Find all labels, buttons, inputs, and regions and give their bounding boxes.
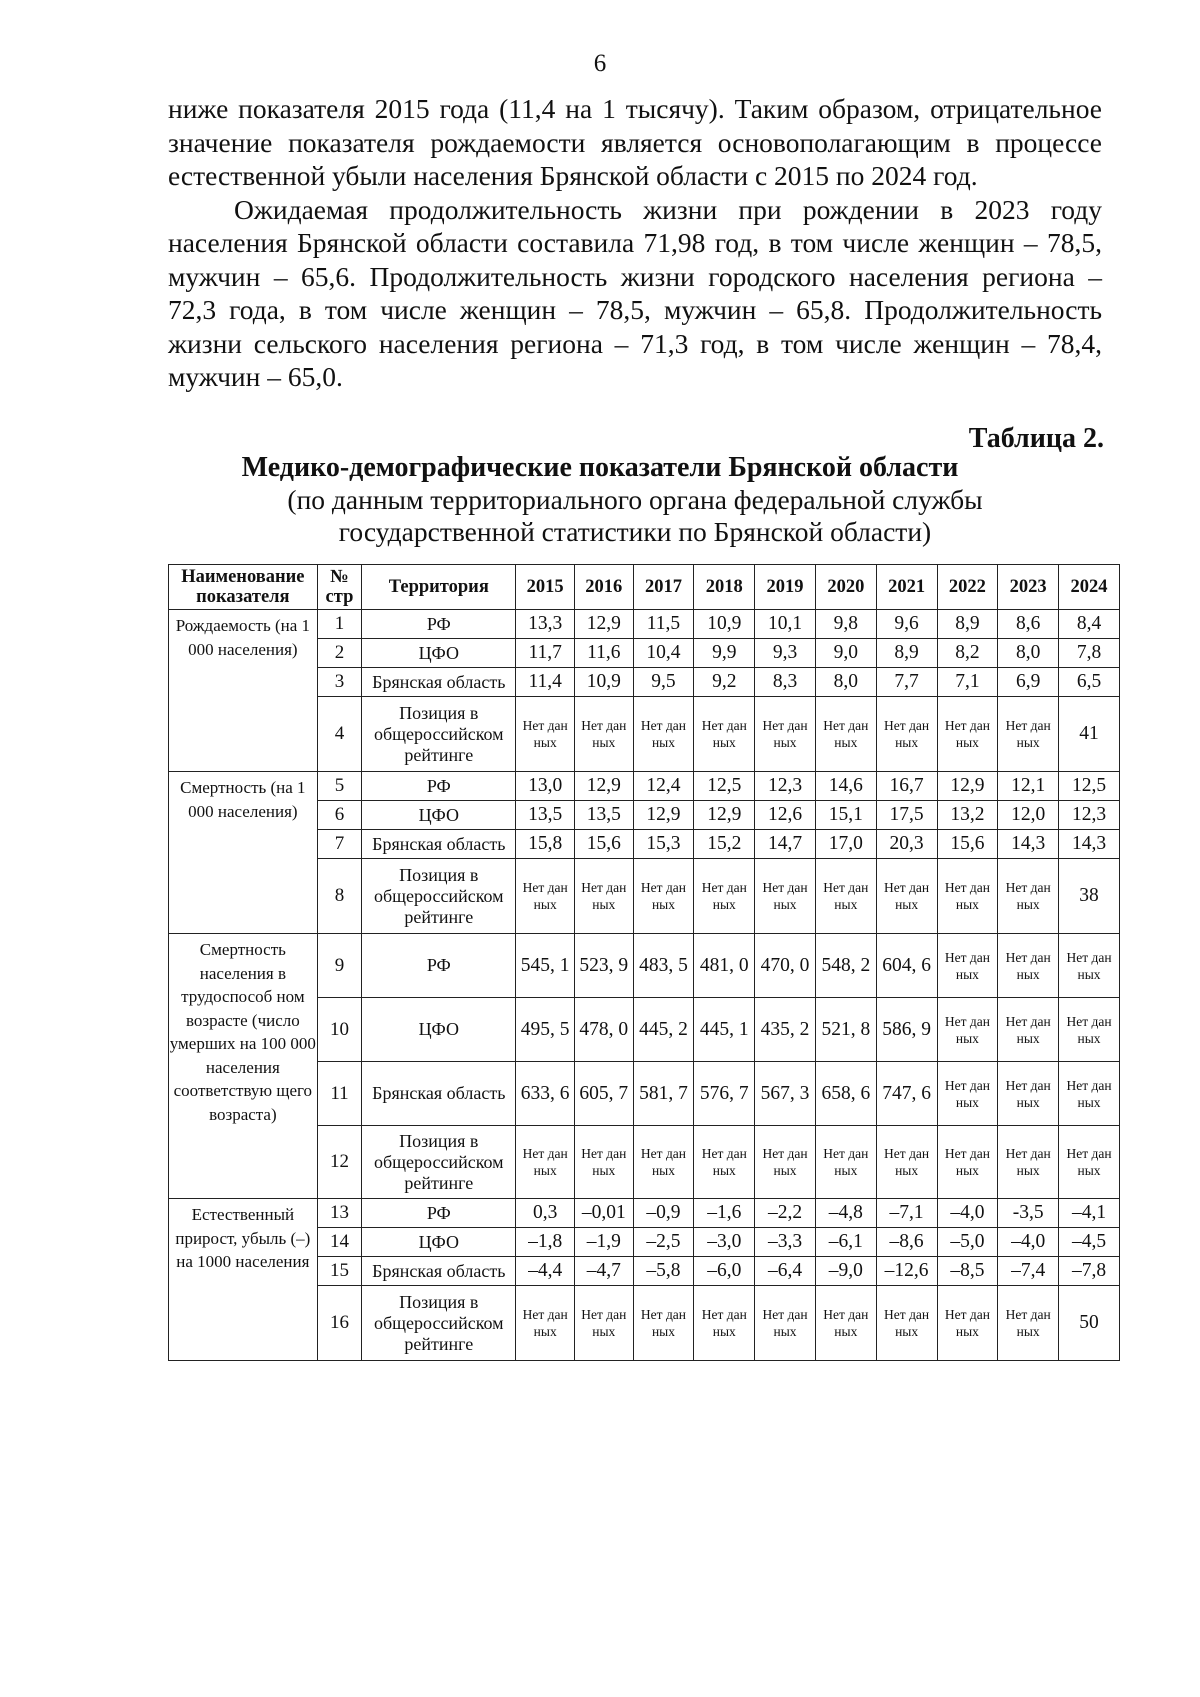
value-cell: 445, 2: [633, 998, 694, 1062]
value-cell: Нет дан ных: [694, 1286, 755, 1361]
value-cell: 12,9: [937, 772, 998, 801]
value-cell: 9,0: [815, 639, 876, 668]
row-number-cell: 3: [317, 668, 362, 697]
value-cell: –4,8: [815, 1199, 876, 1228]
value-cell: 14,3: [1059, 830, 1120, 859]
header-year: 2016: [574, 565, 633, 610]
row-number-cell: 6: [317, 801, 362, 830]
value-cell: –9,0: [815, 1257, 876, 1286]
value-cell: Нет дан ных: [574, 1286, 633, 1361]
value-cell: 11,7: [516, 639, 575, 668]
value-cell: Нет дан ных: [937, 1126, 998, 1199]
value-cell: 581, 7: [633, 1062, 694, 1126]
value-cell: 12,3: [755, 772, 816, 801]
value-cell: Нет дан ных: [998, 1126, 1059, 1199]
value-cell: –4,4: [516, 1257, 575, 1286]
paragraph-1: ниже показателя 2015 года (11,4 на 1 тысячу). Таким образом, отрицательное значение показателя рождаемости является основополагающим в процессе естественной убыли населения Брянской области с 2015 по 2024 год.: [168, 93, 1102, 191]
territory-cell: ЦФО: [362, 1228, 516, 1257]
value-cell: Нет дан ных: [574, 697, 633, 772]
value-cell: 13,0: [516, 772, 575, 801]
value-cell: Нет дан ных: [1059, 934, 1120, 998]
value-cell: Нет дан ных: [815, 697, 876, 772]
row-number-cell: 8: [317, 859, 362, 934]
header-territory: Территория: [362, 565, 516, 610]
value-cell: 17,5: [876, 801, 937, 830]
value-cell: 16,7: [876, 772, 937, 801]
value-cell: 545, 1: [516, 934, 575, 998]
value-cell: 12,0: [998, 801, 1059, 830]
table-title: Медико-демографические показатели Брянской области: [241, 452, 959, 483]
row-number-cell: 1: [317, 610, 362, 639]
value-cell: –7,1: [876, 1199, 937, 1228]
value-cell: Нет дан ных: [694, 1126, 755, 1199]
indicator-cell: Рождаемость (на 1 000 населения): [169, 610, 318, 772]
value-cell: 15,1: [815, 801, 876, 830]
value-cell: Нет дан ных: [755, 1286, 816, 1361]
value-cell: Нет дан ных: [633, 1286, 694, 1361]
value-cell: 20,3: [876, 830, 937, 859]
table-row: [169, 1199, 1120, 1228]
value-cell: 14,7: [755, 830, 816, 859]
value-cell: Нет дан ных: [998, 697, 1059, 772]
territory-cell: Позиция в общероссийском рейтинге: [362, 697, 516, 772]
value-cell: 14,3: [998, 830, 1059, 859]
value-cell: Нет дан ных: [937, 934, 998, 998]
value-cell: 8,9: [937, 610, 998, 639]
value-cell: Нет дан ных: [937, 998, 998, 1062]
value-cell: Нет дан ных: [694, 697, 755, 772]
header-year: 2022: [937, 565, 998, 610]
indicator-cell: Смертность населения в трудоспособ ном возрасте (число умерших на 100 000 населения соответствую щего возраста): [169, 934, 318, 1199]
value-cell: Нет дан ных: [937, 697, 998, 772]
value-cell: 50: [1059, 1286, 1120, 1361]
territory-cell: ЦФО: [362, 639, 516, 668]
value-cell: 576, 7: [694, 1062, 755, 1126]
value-cell: 9,8: [815, 610, 876, 639]
value-cell: 13,5: [516, 801, 575, 830]
value-cell: 11,6: [574, 639, 633, 668]
header-year: 2023: [998, 565, 1059, 610]
territory-cell: РФ: [362, 934, 516, 998]
value-cell: 567, 3: [755, 1062, 816, 1126]
row-number-cell: 12: [317, 1126, 362, 1199]
value-cell: Нет дан ных: [516, 697, 575, 772]
value-cell: Нет дан ных: [755, 859, 816, 934]
value-cell: 9,3: [755, 639, 816, 668]
value-cell: 41: [1059, 697, 1120, 772]
value-cell: –7,4: [998, 1257, 1059, 1286]
value-cell: 6,5: [1059, 668, 1120, 697]
value-cell: 12,6: [755, 801, 816, 830]
value-cell: 445, 1: [694, 998, 755, 1062]
territory-cell: РФ: [362, 772, 516, 801]
value-cell: 8,0: [815, 668, 876, 697]
value-cell: 12,9: [574, 772, 633, 801]
value-cell: Нет дан ных: [998, 934, 1059, 998]
value-cell: 435, 2: [755, 998, 816, 1062]
value-cell: 9,5: [633, 668, 694, 697]
territory-cell: Брянская область: [362, 830, 516, 859]
value-cell: Нет дан ных: [876, 1126, 937, 1199]
value-cell: –2,5: [633, 1228, 694, 1257]
page-number: 6: [593, 50, 607, 77]
value-cell: Нет дан ных: [574, 859, 633, 934]
value-cell: 15,8: [516, 830, 575, 859]
value-cell: 658, 6: [815, 1062, 876, 1126]
value-cell: Нет дан ных: [998, 859, 1059, 934]
row-number-cell: 7: [317, 830, 362, 859]
value-cell: 15,3: [633, 830, 694, 859]
value-cell: Нет дан ных: [937, 1286, 998, 1361]
value-cell: 17,0: [815, 830, 876, 859]
value-cell: 15,6: [574, 830, 633, 859]
value-cell: Нет дан ных: [516, 859, 575, 934]
value-cell: Нет дан ных: [876, 1286, 937, 1361]
value-cell: –4,0: [937, 1199, 998, 1228]
indicator-cell: Смертность (на 1 000 населения): [169, 772, 318, 934]
territory-cell: РФ: [362, 1199, 516, 1228]
value-cell: –2,2: [755, 1199, 816, 1228]
value-cell: 495, 5: [516, 998, 575, 1062]
territory-cell: ЦФО: [362, 801, 516, 830]
territory-cell: Брянская область: [362, 1257, 516, 1286]
value-cell: 604, 6: [876, 934, 937, 998]
value-cell: Нет дан ных: [998, 1286, 1059, 1361]
value-cell: Нет дан ных: [633, 859, 694, 934]
value-cell: –1,8: [516, 1228, 575, 1257]
value-cell: –12,6: [876, 1257, 937, 1286]
value-cell: Нет дан ных: [633, 1126, 694, 1199]
header-row-no: № стр: [317, 565, 362, 610]
header-indicator: Наименование показателя: [169, 565, 318, 610]
value-cell: 521, 8: [815, 998, 876, 1062]
value-cell: 12,4: [633, 772, 694, 801]
value-cell: –6,4: [755, 1257, 816, 1286]
value-cell: Нет дан ных: [755, 1126, 816, 1199]
header-year: 2017: [633, 565, 694, 610]
value-cell: 12,9: [633, 801, 694, 830]
value-cell: 8,3: [755, 668, 816, 697]
table-row: [169, 610, 1120, 639]
value-cell: 8,6: [998, 610, 1059, 639]
header-year: 2020: [815, 565, 876, 610]
row-number-cell: 5: [317, 772, 362, 801]
value-cell: Нет дан ных: [876, 697, 937, 772]
value-cell: –3,3: [755, 1228, 816, 1257]
value-cell: 0,3: [516, 1199, 575, 1228]
territory-cell: Позиция в общероссийском рейтинге: [362, 859, 516, 934]
value-cell: 586, 9: [876, 998, 937, 1062]
value-cell: 13,5: [574, 801, 633, 830]
territory-cell: Брянская область: [362, 668, 516, 697]
value-cell: 12,9: [574, 610, 633, 639]
value-cell: –4,5: [1059, 1228, 1120, 1257]
value-cell: –1,9: [574, 1228, 633, 1257]
value-cell: –5,0: [937, 1228, 998, 1257]
header-year: 2021: [876, 565, 937, 610]
header-year: 2019: [755, 565, 816, 610]
value-cell: Нет дан ных: [574, 1126, 633, 1199]
value-cell: 10,1: [755, 610, 816, 639]
value-cell: Нет дан ных: [1059, 1062, 1120, 1126]
row-number-cell: 10: [317, 998, 362, 1062]
value-cell: –4,0: [998, 1228, 1059, 1257]
value-cell: 483, 5: [633, 934, 694, 998]
value-cell: 13,2: [937, 801, 998, 830]
value-cell: 9,2: [694, 668, 755, 697]
row-number-cell: 2: [317, 639, 362, 668]
value-cell: Нет дан ных: [755, 697, 816, 772]
row-number-cell: 13: [317, 1199, 362, 1228]
value-cell: 11,5: [633, 610, 694, 639]
row-number-cell: 4: [317, 697, 362, 772]
value-cell: –1,6: [694, 1199, 755, 1228]
value-cell: 6,9: [998, 668, 1059, 697]
value-cell: 15,6: [937, 830, 998, 859]
row-number-cell: 9: [317, 934, 362, 998]
demographics-table: [168, 564, 1120, 1361]
value-cell: –8,6: [876, 1228, 937, 1257]
table-body: [169, 610, 1120, 1361]
value-cell: 12,1: [998, 772, 1059, 801]
table-row: [169, 772, 1120, 801]
value-cell: 38: [1059, 859, 1120, 934]
value-cell: Нет дан ных: [998, 998, 1059, 1062]
territory-cell: Позиция в общероссийском рейтинге: [362, 1126, 516, 1199]
header-year: 2015: [516, 565, 575, 610]
value-cell: Нет дан ных: [937, 859, 998, 934]
value-cell: 7,1: [937, 668, 998, 697]
value-cell: –3,0: [694, 1228, 755, 1257]
value-cell: –0,9: [633, 1199, 694, 1228]
value-cell: 8,9: [876, 639, 937, 668]
value-cell: Нет дан ных: [516, 1126, 575, 1199]
value-cell: 10,9: [694, 610, 755, 639]
territory-cell: РФ: [362, 610, 516, 639]
table-header-row: [169, 565, 1120, 610]
value-cell: 605, 7: [574, 1062, 633, 1126]
value-cell: 9,6: [876, 610, 937, 639]
paragraph-2: Ожидаемая продолжительность жизни при рождении в 2023 году населения Брянской области составила 71,98 год, в том числе женщин – 78,5, мужчин – 65,6. Продолжительность жизни городского населения региона – 72,3 года, в том числе женщин – 78,5, мужчин – 65,8. Продолжительность жизни сельского населения региона – 71,3 год, в том числе женщин – 78,4, мужчин – 65,0.: [168, 193, 1102, 392]
value-cell: Нет дан ных: [1059, 998, 1120, 1062]
value-cell: Нет дан ных: [815, 1126, 876, 1199]
value-cell: 10,4: [633, 639, 694, 668]
value-cell: –8,5: [937, 1257, 998, 1286]
value-cell: Нет дан ных: [694, 859, 755, 934]
value-cell: Нет дан ных: [516, 1286, 575, 1361]
value-cell: 7,8: [1059, 639, 1120, 668]
value-cell: 478, 0: [574, 998, 633, 1062]
value-cell: Нет дан ных: [1059, 1126, 1120, 1199]
value-cell: 548, 2: [815, 934, 876, 998]
row-number-cell: 16: [317, 1286, 362, 1361]
value-cell: 12,5: [694, 772, 755, 801]
header-year: 2018: [694, 565, 755, 610]
value-cell: 523, 9: [574, 934, 633, 998]
value-cell: –6,0: [694, 1257, 755, 1286]
value-cell: –5,8: [633, 1257, 694, 1286]
body-text: [168, 92, 1102, 394]
value-cell: Нет дан ных: [815, 1286, 876, 1361]
value-cell: 8,2: [937, 639, 998, 668]
value-cell: 481, 0: [694, 934, 755, 998]
value-cell: Нет дан ных: [633, 697, 694, 772]
value-cell: 12,5: [1059, 772, 1120, 801]
value-cell: –6,1: [815, 1228, 876, 1257]
value-cell: –4,7: [574, 1257, 633, 1286]
value-cell: 12,9: [694, 801, 755, 830]
table-row: [169, 934, 1120, 998]
value-cell: 11,4: [516, 668, 575, 697]
row-number-cell: 11: [317, 1062, 362, 1126]
row-number-cell: 14: [317, 1228, 362, 1257]
value-cell: 10,9: [574, 668, 633, 697]
value-cell: –7,8: [1059, 1257, 1120, 1286]
value-cell: 12,3: [1059, 801, 1120, 830]
table-caption: Таблица 2.: [968, 423, 1104, 454]
value-cell: Нет дан ных: [937, 1062, 998, 1126]
row-number-cell: 15: [317, 1257, 362, 1286]
header-year: 2024: [1059, 565, 1120, 610]
value-cell: 8,0: [998, 639, 1059, 668]
territory-cell: ЦФО: [362, 998, 516, 1062]
value-cell: 470, 0: [755, 934, 816, 998]
value-cell: 747, 6: [876, 1062, 937, 1126]
indicator-cell: Естественный прирост, убыль (–) на 1000 населения: [169, 1199, 318, 1361]
value-cell: –0,01: [574, 1199, 633, 1228]
value-cell: Нет дан ных: [998, 1062, 1059, 1126]
value-cell: 9,9: [694, 639, 755, 668]
value-cell: Нет дан ных: [815, 859, 876, 934]
value-cell: 13,3: [516, 610, 575, 639]
value-cell: 14,6: [815, 772, 876, 801]
table-subtitle: (по данным территориального органа федеральной службы государственной статистики по Брянской области): [287, 484, 983, 547]
value-cell: 633, 6: [516, 1062, 575, 1126]
territory-cell: Позиция в общероссийском рейтинге: [362, 1286, 516, 1361]
value-cell: -3,5: [998, 1199, 1059, 1228]
value-cell: 7,7: [876, 668, 937, 697]
value-cell: 8,4: [1059, 610, 1120, 639]
value-cell: Нет дан ных: [876, 859, 937, 934]
value-cell: 15,2: [694, 830, 755, 859]
value-cell: –4,1: [1059, 1199, 1120, 1228]
territory-cell: Брянская область: [362, 1062, 516, 1126]
